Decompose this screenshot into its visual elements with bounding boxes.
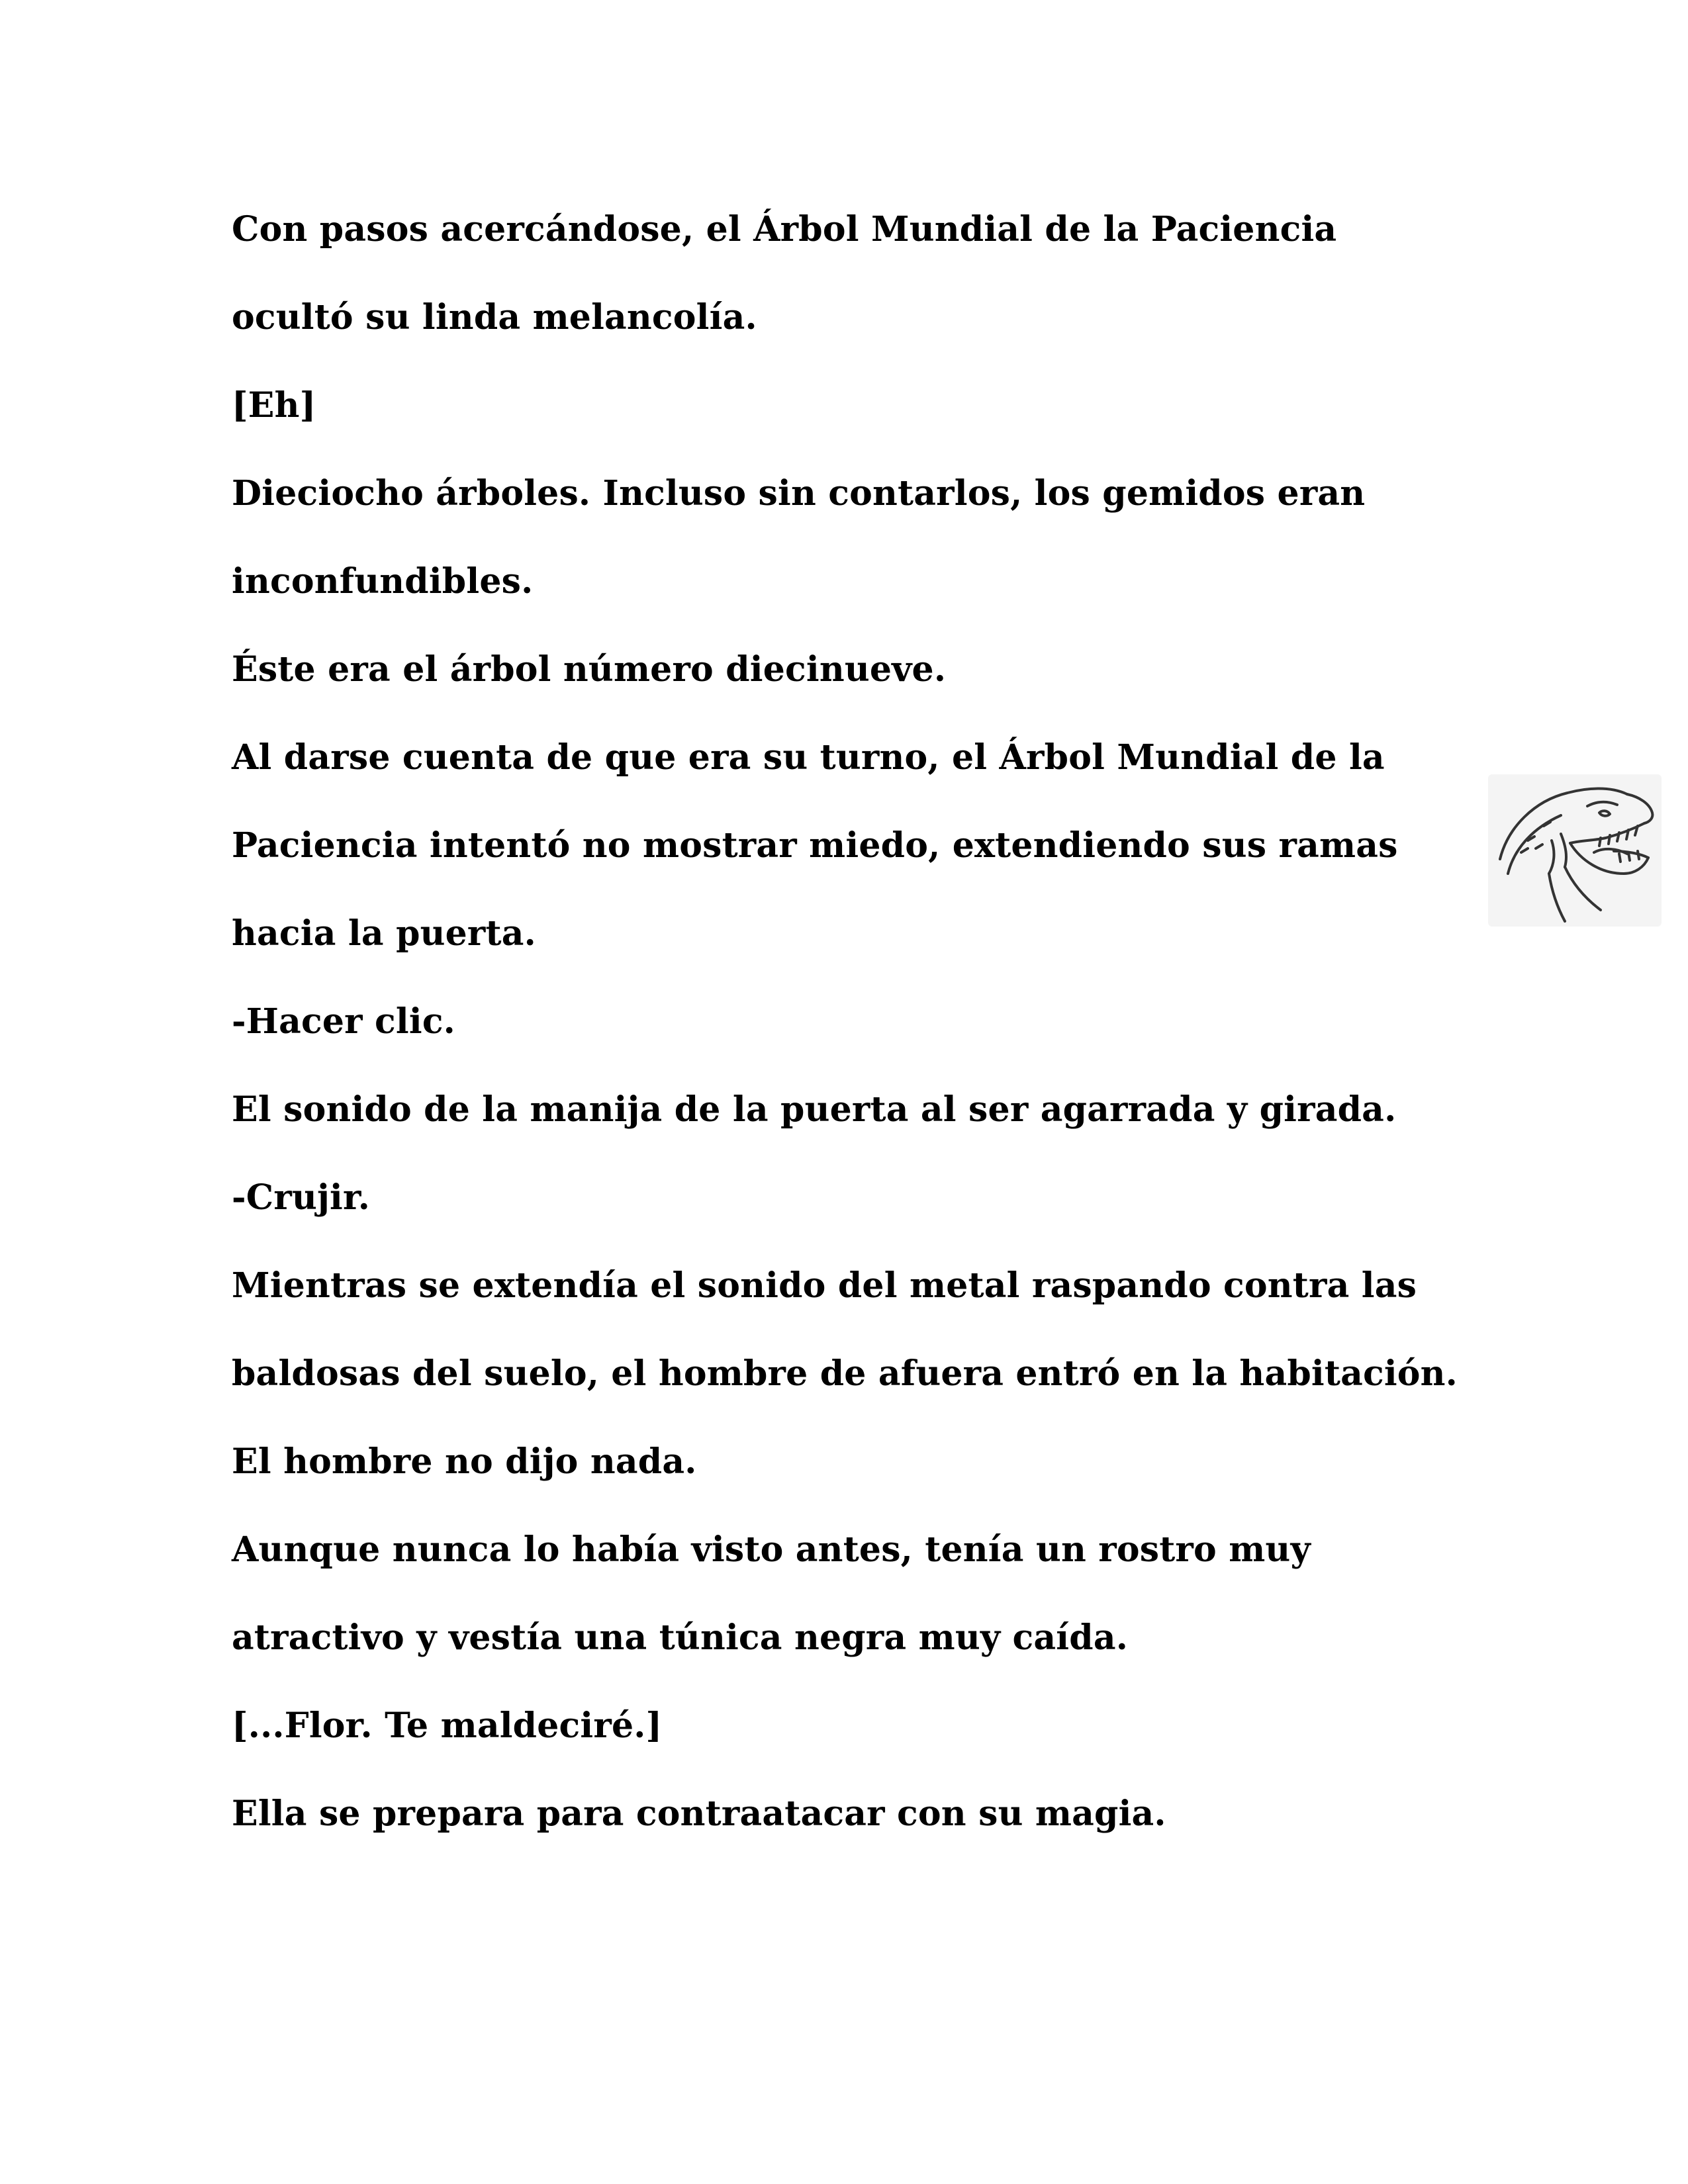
text-line: El hombre no dijo nada. (232, 1441, 697, 1482)
text-line: Paciencia intentó no mostrar miedo, extendiendo sus ramas (232, 825, 1398, 866)
text-line: baldosas del suelo, el hombre de afuera entró en la habitación. (232, 1353, 1458, 1394)
text-line: [...Flor. Te maldeciré.] (232, 1706, 663, 1746)
text-line: Dieciocho árboles. Incluso sin contarlos, los gemidos eran (232, 473, 1366, 514)
text-line: ocultó su linda melancolía. (232, 297, 757, 338)
text-line: inconfundibles. (232, 561, 534, 602)
text-line: Mientras se extendía el sonido del metal raspando contra las (232, 1265, 1417, 1306)
dinosaur-head-sketch-icon (1488, 774, 1662, 927)
text-line: El sonido de la manija de la puerta al ser agarrada y girada. (232, 1089, 1397, 1130)
text-line: Éste era el árbol número diecinueve. (232, 649, 947, 690)
text-line: -Hacer clic. (232, 1001, 455, 1042)
text-line: Con pasos acercándose, el Árbol Mundial de la Paciencia (232, 209, 1337, 250)
text-line: Ella se prepara para contraatacar con su magia. (232, 1794, 1166, 1834)
text-line: Al darse cuenta de que era su turno, el Árbol Mundial de la (232, 737, 1385, 778)
text-line: -Crujir. (232, 1177, 371, 1218)
text-line: hacia la puerta. (232, 913, 536, 954)
text-line: atractivo y vestía una túnica negra muy caída. (232, 1617, 1129, 1658)
text-line: Aunque nunca lo había visto antes, tenía un rostro muy (232, 1529, 1311, 1570)
text-line: [Eh] (232, 385, 316, 426)
document-body (232, 185, 1489, 1858)
